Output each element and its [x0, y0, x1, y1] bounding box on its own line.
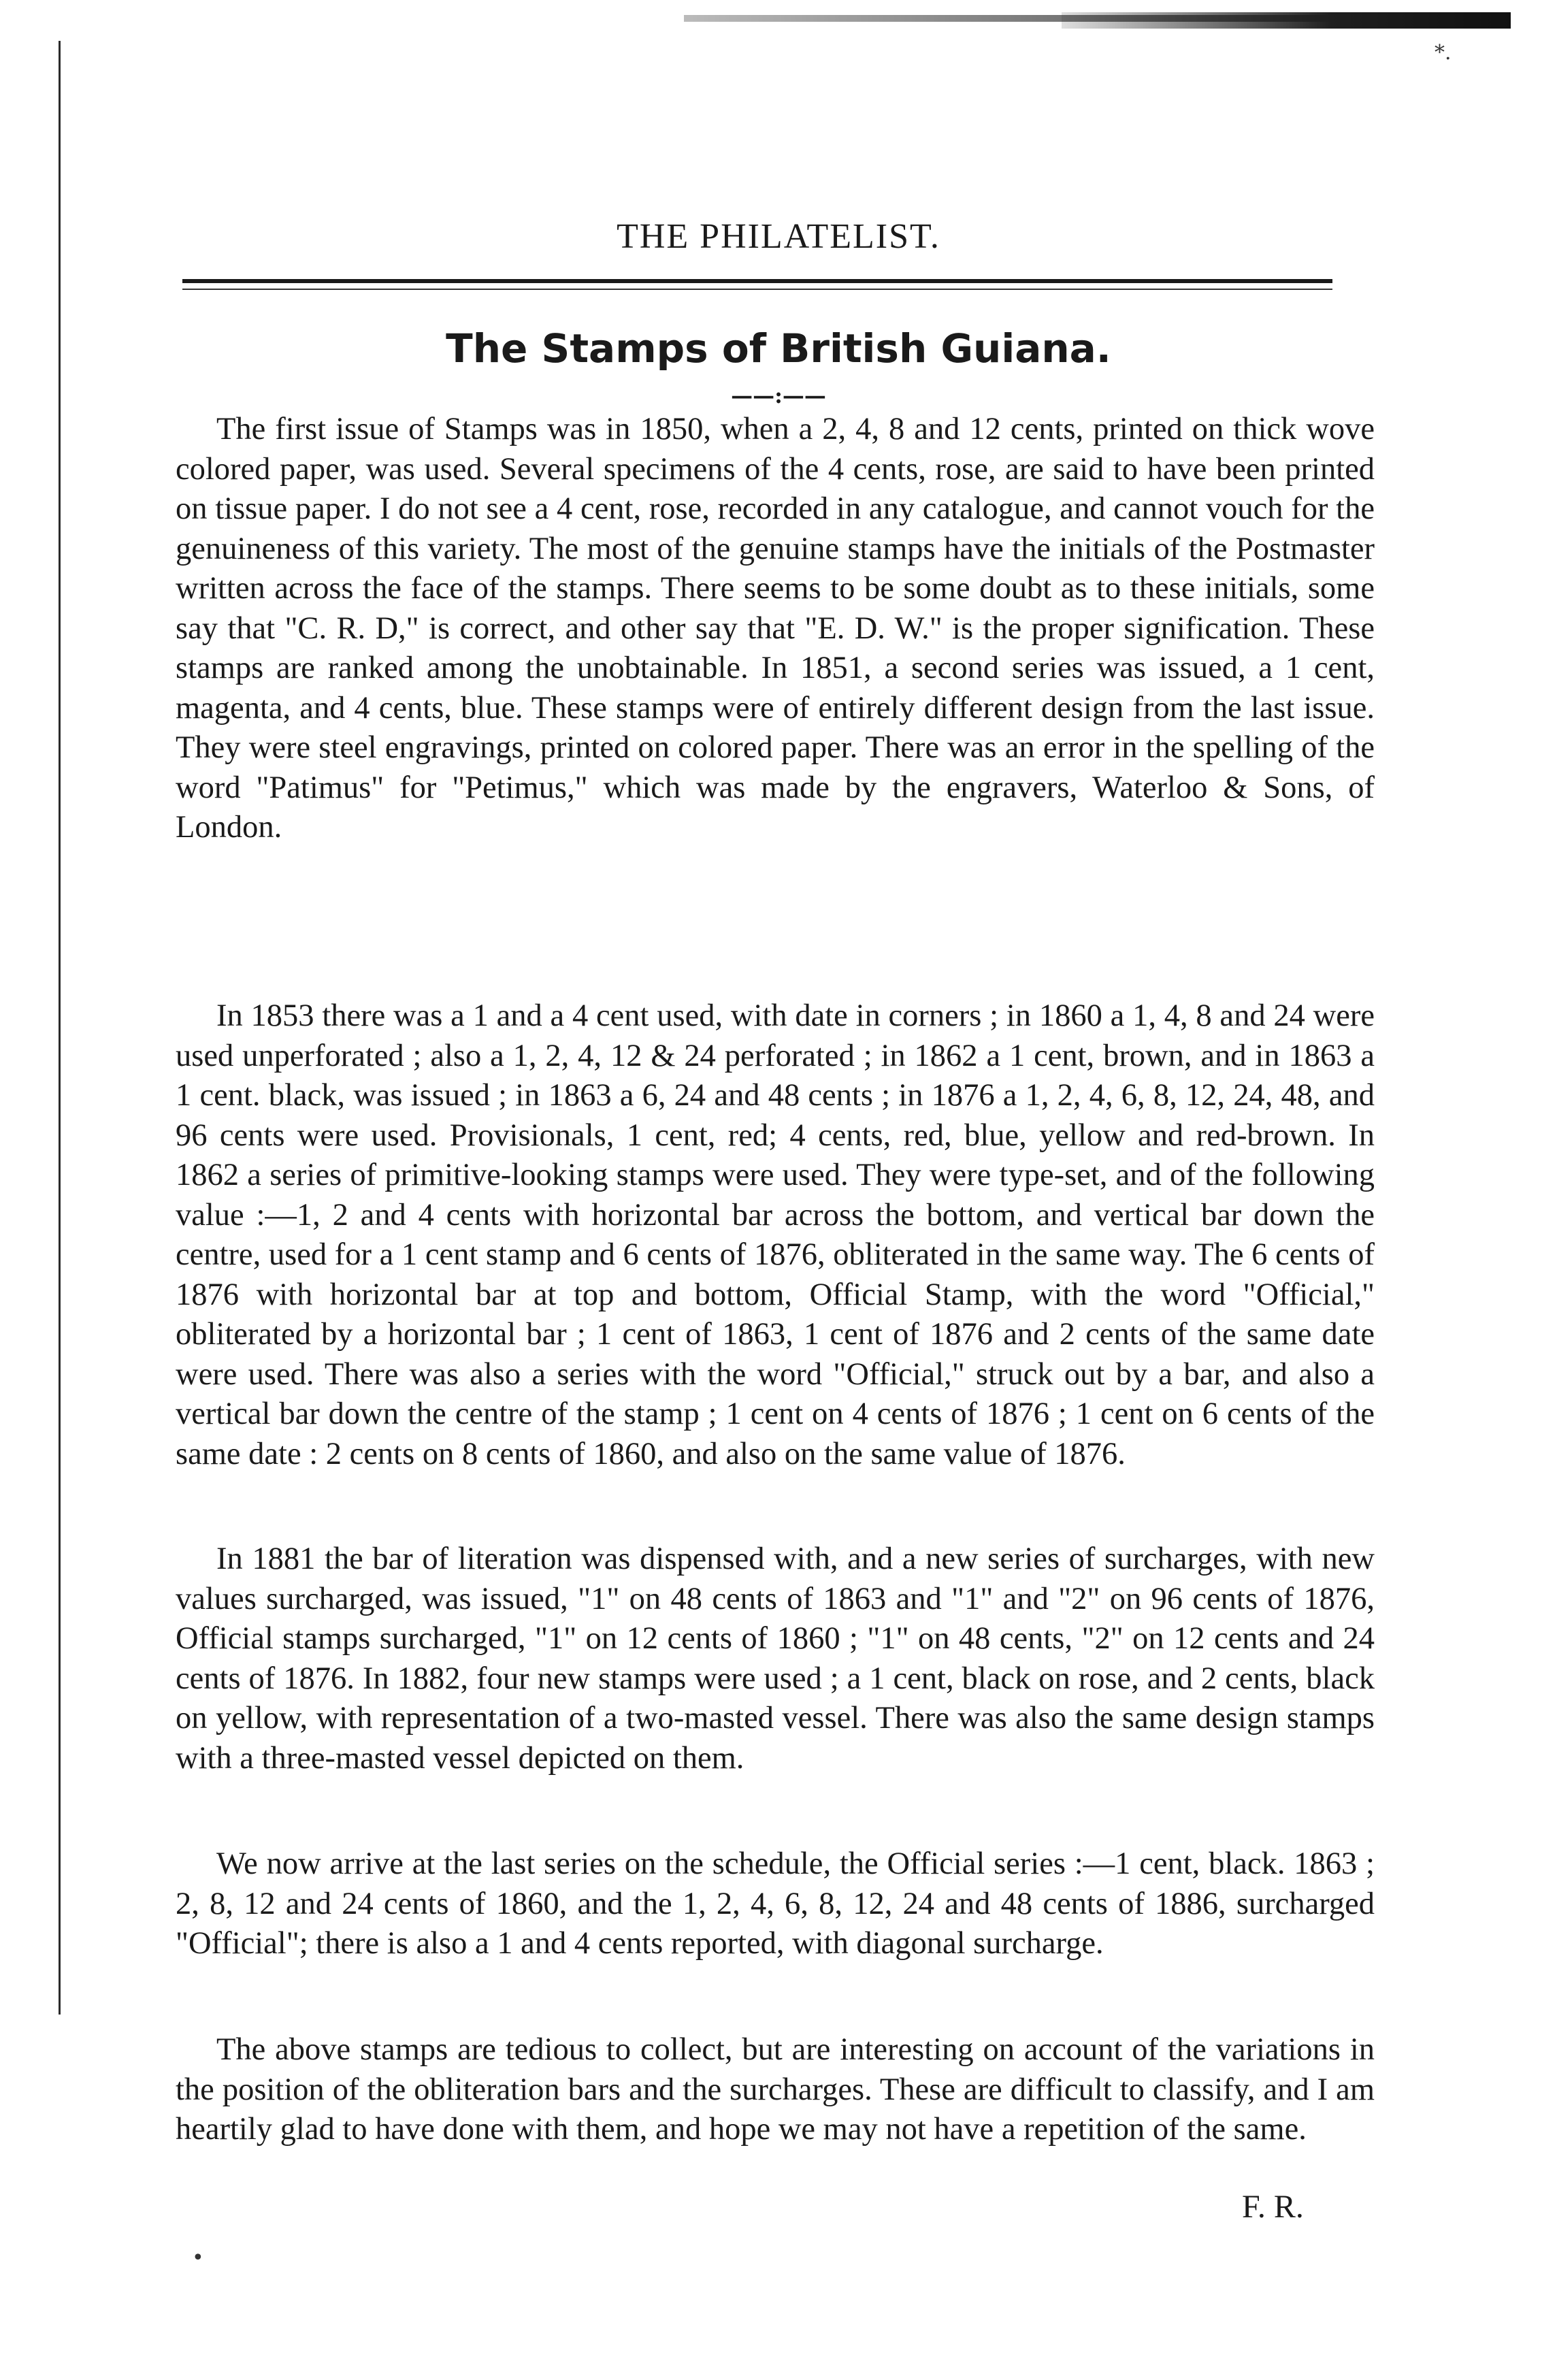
- paragraph-2: In 1853 there was a 1 and a 4 cent used, with date in corners ; in 1860 a 1, 4, 8 and 24 were used unperforated ; also a 1, 2, 4, 12 & 24 perforated ; in 1862 a 1 cent, brown, and in 1863 a 1 cent. black, was issued ; in 1863 a 6, 24 and 48 cents ; in 1876 a 1, 2, 4, 6, 8, 12, 24, 48, and 96 cents were used. Provisionals, 1 cent, red; 4 cents, red, blue, yellow and red-brown. In 1862 a series of primitive-looking stamps were used. They were type-set, and of the following value :—1, 2 and 4 cents with horizontal bar across the bottom, and vertical bar down the centre, used for a 1 cent stamp and 6 cents of 1876, obliterated in the same way. The 6 cents of 1876 with horizontal bar at top and bottom, Official Stamp, with the word "Official," obliterated by a horizontal bar ; 1 cent of 1863, 1 cent of 1876 and 2 cents of the same date were used. There was also a series with the word "Official," struck out by a bar, and also a vertical bar down the centre of the stamp ; 1 cent on 4 cents of 1876 ; 1 cent on 6 cents of the same date : 2 cents on 8 cents of 1860, and also on the same value of 1876.: [176, 998, 1375, 1471]
- header-double-rule: [182, 279, 1332, 290]
- scan-edge-shadow: [1062, 12, 1511, 29]
- author-signature: F. R.: [1242, 2189, 1304, 2225]
- paragraph-5: The above stamps are tedious to collect, but are interesting on account of the variations in the position of the obliteration bars and the surcharges. These are difficult to classify, and I am heartily glad to have done with them, and hope we may not have a repetition of the same.: [176, 2032, 1375, 2147]
- article-title: The Stamps of British Guiana.: [446, 325, 1111, 372]
- stray-dot: •: [192, 2246, 204, 2270]
- title-separator: ——:——: [731, 382, 826, 408]
- paragraph-1: The first issue of Stamps was in 1850, when a 2, 4, 8 and 12 cents, printed on thick wove colored paper, was used. Several specimens of the 4 cents, rose, are said to have been printed on tissue paper. I do not see a 4 cent, rose, recorded in any catalogue, and cannot vouch for the genuineness of this variety. The most of the genuine stamps have the initials of the Postmaster written across the face of the stamps. There seems to be some doubt as to these initials, some say that "C. R. D," is correct, and other say that "E. D. W." is the proper signification. These stamps are ranked among the unobtainable. In 1851, a second series was issued, a 1 cent, magenta, and 4 cents, blue. These stamps were of entirely different design from the last issue. They were steel engravings, printed on colored paper. There was an error in the spelling of the word "Patimus" for "Petimus," which was made by the engravers, Waterloo & Sons, of London.: [176, 412, 1375, 845]
- running-head: THE PHILATELIST.: [617, 217, 940, 256]
- paragraph-3: In 1881 the bar of literation was dispensed with, and a new series of surcharges, with new values surcharged, was issued, "1" on 48 cents of 1863 and "1" and "2" on 96 cents of 1876, Official stamps surcharged, "1" on 12 cents of 1860 ; "1" on 48 cents, "2" on 12 cents and 24 cents of 1876. In 1882, four new stamps were used ; a 1 cent, black on rose, and 2 cents, black on yellow, with representation of a two-masted vessel. There was also the same design stamps with a three-masted vessel depicted on them.: [176, 1542, 1375, 1776]
- corner-mark: *.: [1435, 41, 1452, 65]
- paragraph-4: We now arrive at the last series on the schedule, the Official series :—1 cent, black. 1863 ; 2, 8, 12 and 24 cents of 1860, and the 1, 2, 4, 6, 8, 12, 24 and 48 cents of 1886, surcharged "Official"; there is also a 1 and 4 cents reported, with diagonal surcharge.: [176, 1846, 1375, 1961]
